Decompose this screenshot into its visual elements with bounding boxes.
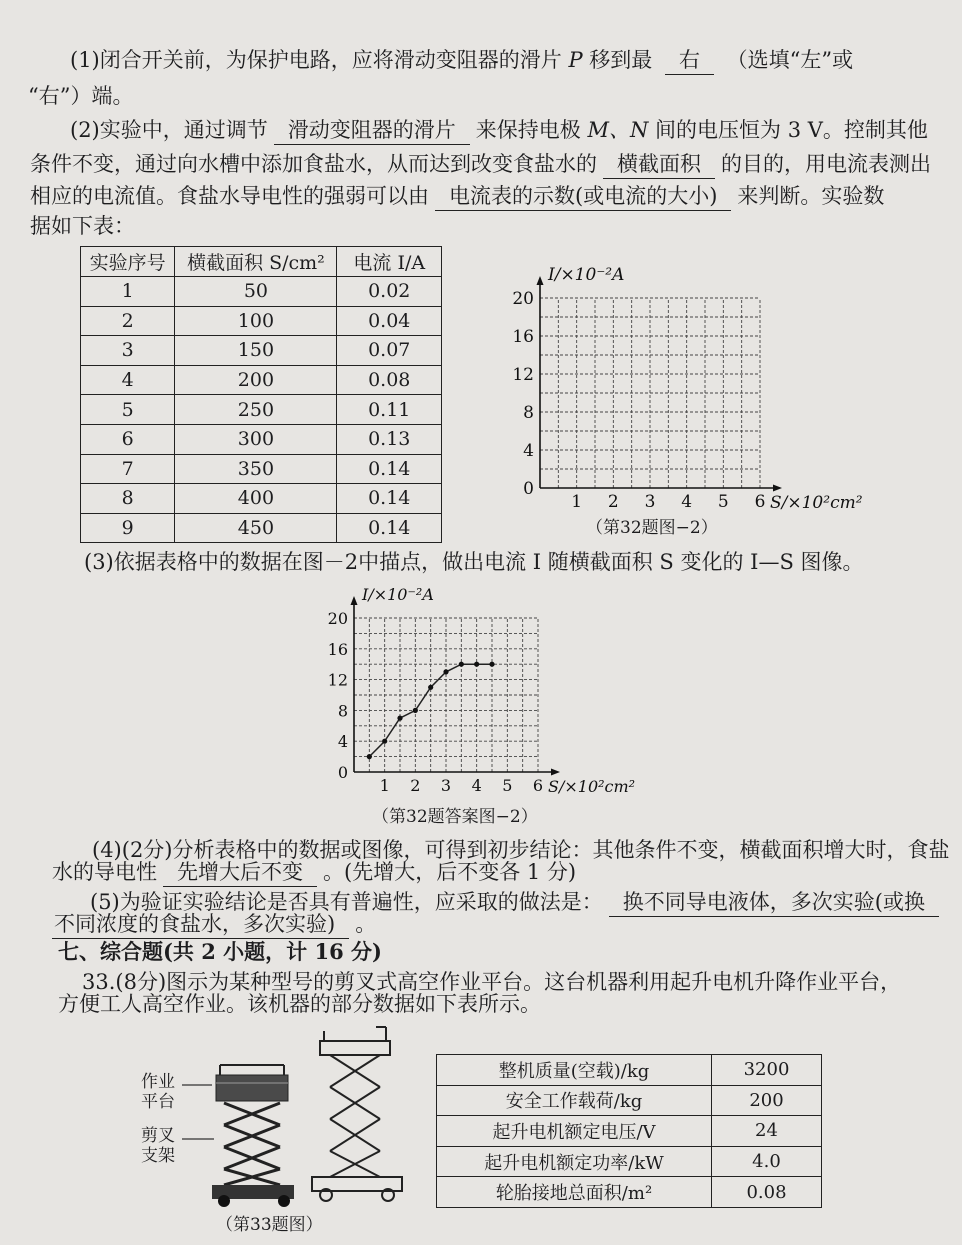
data-point — [397, 716, 402, 721]
figure-33-caption: （第33题图） — [216, 1215, 323, 1235]
chart-answer — [318, 578, 678, 810]
spec-table-body — [437, 1055, 822, 1208]
q33-text-2: 方便工人高空作业。该机器的部分数据如下表所示。 — [58, 992, 541, 1016]
table-header-row — [81, 247, 442, 277]
experiment-data-table — [80, 246, 442, 543]
data-point — [367, 754, 372, 759]
y-axis-label: I/×10⁻²A — [548, 265, 625, 285]
table-cell: 1 — [81, 277, 175, 307]
q2-text-3: 间的电压恒为 3 V。控制其他 — [655, 118, 928, 142]
x-tick-label: 3 — [644, 492, 656, 512]
x-tick-label: 5 — [502, 776, 513, 795]
y-axis-arrow — [537, 276, 544, 285]
spec-value: 200 — [712, 1085, 822, 1116]
machine-spec-table — [436, 1054, 822, 1208]
table-cell: 3 — [81, 336, 175, 366]
q2-text-5: 的目的，用电流表测出 — [721, 152, 931, 176]
table-cell: 200 — [175, 365, 337, 395]
spec-row — [437, 1116, 822, 1147]
label-scissor-support: 剪叉支架 — [141, 1126, 175, 1166]
data-point — [489, 662, 494, 667]
spec-name: 整机质量(空载)/kg — [437, 1055, 712, 1086]
table-cell: 4 — [81, 365, 175, 395]
q1-text-d: “右”）端。 — [28, 84, 134, 108]
q2-text-8: 据如下表： — [30, 214, 135, 238]
spec-value: 0.08 — [712, 1177, 822, 1208]
table-cell: 0.14 — [337, 513, 442, 543]
table-row — [81, 365, 442, 395]
table-cell: 6 — [81, 424, 175, 454]
q2-text-7: 来判断。实验数 — [737, 184, 885, 208]
y-axis-arrow — [351, 596, 358, 605]
q1-line1 — [70, 46, 853, 75]
table-cell: 300 — [175, 424, 337, 454]
x-axis-label: S/×10²cm² — [770, 493, 863, 513]
q2-var-mn: M、N — [587, 118, 649, 142]
q33-line2 — [58, 990, 541, 1018]
spec-name: 起升电机额定功率/kW — [437, 1146, 712, 1177]
chart2-caption: （第32题答案图−2） — [372, 807, 538, 827]
q3-line — [84, 548, 864, 576]
x-tick-label: 4 — [681, 492, 693, 512]
x-tick-label: 2 — [410, 776, 421, 795]
y-tick-label: 4 — [337, 732, 348, 752]
q4-text-1: (4)(2分)分析表格中的数据或图像，可得到初步结论：其他条件不变，横截面积增大时，食盐 — [92, 838, 950, 862]
q3-text: (3)依据表格中的数据在图－2中描点，做出电流 I 随横截面积 S 变化的 I—S 图像。 — [84, 550, 864, 574]
spec-row — [437, 1146, 822, 1177]
x-axis-label: S/×10²cm² — [548, 777, 636, 796]
data-point — [413, 708, 418, 713]
table-header-cell: 电流 I/A — [337, 247, 442, 277]
table-cell: 0.07 — [337, 336, 442, 366]
q5-answer-2: 不同浓度的食盐水，多次实验) — [52, 910, 349, 939]
y-tick-label: 16 — [512, 327, 534, 347]
table-cell: 0.08 — [337, 365, 442, 395]
x-tick-label: 1 — [571, 492, 583, 512]
table-cell: 100 — [175, 306, 337, 336]
y-tick-label: 20 — [327, 609, 348, 628]
y-tick-label: 20 — [512, 289, 534, 309]
table-cell: 8 — [81, 484, 175, 514]
spec-name: 起升电机额定电压/V — [437, 1116, 712, 1147]
data-point — [382, 739, 387, 744]
q4-text-2: 水的导电性 — [52, 860, 157, 884]
q2-text-2: 来保持电极 — [475, 118, 581, 142]
x-axis-arrow — [773, 485, 782, 492]
table-cell: 450 — [175, 513, 337, 543]
chart1-caption: （第32题图−2） — [586, 518, 718, 538]
q1-text-c: （选填“左”或 — [726, 48, 854, 72]
spec-name: 安全工作载荷/kg — [437, 1085, 712, 1116]
q2-text-6: 相应的电流值。食盐水导电性的强弱可以由 — [30, 184, 429, 208]
table-cell: 0.13 — [337, 424, 442, 454]
x-tick-label: 1 — [379, 776, 390, 795]
spec-value: 24 — [712, 1116, 822, 1147]
scissor-lift-figure — [180, 1025, 420, 1210]
q2-answer-3: 电流表的示数(或电流的大小) — [435, 182, 731, 211]
q2-text-1: (2)实验中，通过调节 — [70, 118, 268, 142]
y-tick-label: 8 — [523, 403, 534, 423]
q5-answer-1: 换不同导电液体，多次实验(或换 — [609, 888, 939, 917]
data-point — [474, 662, 479, 667]
q4-text-3: 。(先增大，后不变各 1 分) — [323, 860, 577, 884]
x-tick-label: 4 — [471, 776, 482, 795]
y-axis-label: I/×10⁻²A — [362, 585, 434, 604]
spec-row — [437, 1085, 822, 1116]
table-row — [81, 277, 442, 307]
q2-line2 — [30, 150, 931, 179]
q33-text-1: 33.(8分)图示为某种型号的剪叉式高空作业平台。这台机器利用起升电机升降作业平台， — [82, 970, 902, 994]
table-row — [81, 395, 442, 425]
q4-line2 — [52, 858, 576, 887]
spec-row — [437, 1055, 822, 1086]
table-row — [81, 454, 442, 484]
scissor-lift-drawing — [312, 1027, 402, 1201]
table-row — [81, 336, 442, 366]
y-tick-label: 8 — [337, 701, 348, 721]
x-tick-label: 6 — [532, 776, 544, 795]
label-work-platform: 作业平台 — [141, 1072, 175, 1112]
q5-text-2: 。 — [355, 912, 377, 936]
y-tick-label: 0 — [337, 763, 348, 782]
table-cell: 250 — [175, 395, 337, 425]
data-point — [428, 685, 433, 690]
chart-blank-grid — [500, 252, 880, 513]
table-cell: 0.14 — [337, 484, 442, 514]
x-tick-label: 6 — [754, 492, 766, 512]
table-row — [81, 513, 442, 543]
table-header-cell: 横截面积 S/cm² — [175, 247, 337, 277]
q2-text-4: 条件不变，通过向水槽中添加食盐水，从而达到改变食盐水的 — [30, 152, 597, 176]
x-tick-label: 2 — [607, 492, 619, 512]
q2-answer-2: 横截面积 — [603, 150, 715, 179]
table-cell: 9 — [81, 513, 175, 543]
y-tick-label: 12 — [327, 670, 348, 690]
y-tick-label: 16 — [327, 639, 348, 659]
q4-answer: 先增大后不变 — [163, 858, 317, 887]
x-axis-arrow — [551, 769, 560, 776]
y-tick-label: 4 — [523, 441, 534, 461]
table-body — [81, 277, 442, 543]
q2-line3 — [30, 182, 884, 211]
table-row — [81, 424, 442, 454]
q5-line2 — [52, 910, 376, 939]
table-row — [81, 306, 442, 336]
table-cell: 0.02 — [337, 277, 442, 307]
q2-line4 — [30, 212, 135, 240]
table-cell: 2 — [81, 306, 175, 336]
x-tick-label: 5 — [717, 492, 729, 512]
y-tick-label: 0 — [523, 479, 534, 499]
table-cell: 5 — [81, 395, 175, 425]
table-header-cell: 实验序号 — [81, 247, 175, 277]
data-point — [459, 662, 464, 667]
q2-line1 — [70, 116, 928, 145]
q2-answer-1: 滑动变阻器的滑片 — [274, 116, 470, 145]
table-cell: 7 — [81, 454, 175, 484]
q5-text-1: (5)为验证实验结论是否具有普遍性，应采取的做法是： — [90, 890, 603, 914]
table-cell: 0.11 — [337, 395, 442, 425]
table-cell: 50 — [175, 277, 337, 307]
spec-value: 4.0 — [712, 1146, 822, 1177]
y-tick-label: 12 — [512, 365, 534, 385]
spec-value: 3200 — [712, 1055, 822, 1086]
spec-row — [437, 1177, 822, 1208]
q1-text: (1)闭合开关前，为保护电路，应将滑动变阻器的滑片 — [70, 48, 562, 72]
section-7-title: 七、综合题(共 2 小题，计 16 分) — [58, 939, 382, 964]
q1-line2 — [28, 82, 133, 110]
spec-name: 轮胎接地总面积/m² — [437, 1177, 712, 1208]
table-cell: 400 — [175, 484, 337, 514]
table-cell: 0.14 — [337, 454, 442, 484]
table-cell: 350 — [175, 454, 337, 484]
q1-answer: 右 — [665, 46, 714, 75]
data-point — [443, 669, 448, 674]
scissor-lift-photo — [212, 1065, 294, 1207]
table-row — [81, 484, 442, 514]
table-cell: 150 — [175, 336, 337, 366]
x-tick-label: 3 — [440, 776, 452, 795]
q1-text-b: 移到最 — [589, 48, 653, 72]
q1-var-p: P — [568, 48, 583, 72]
table-cell: 0.04 — [337, 306, 442, 336]
